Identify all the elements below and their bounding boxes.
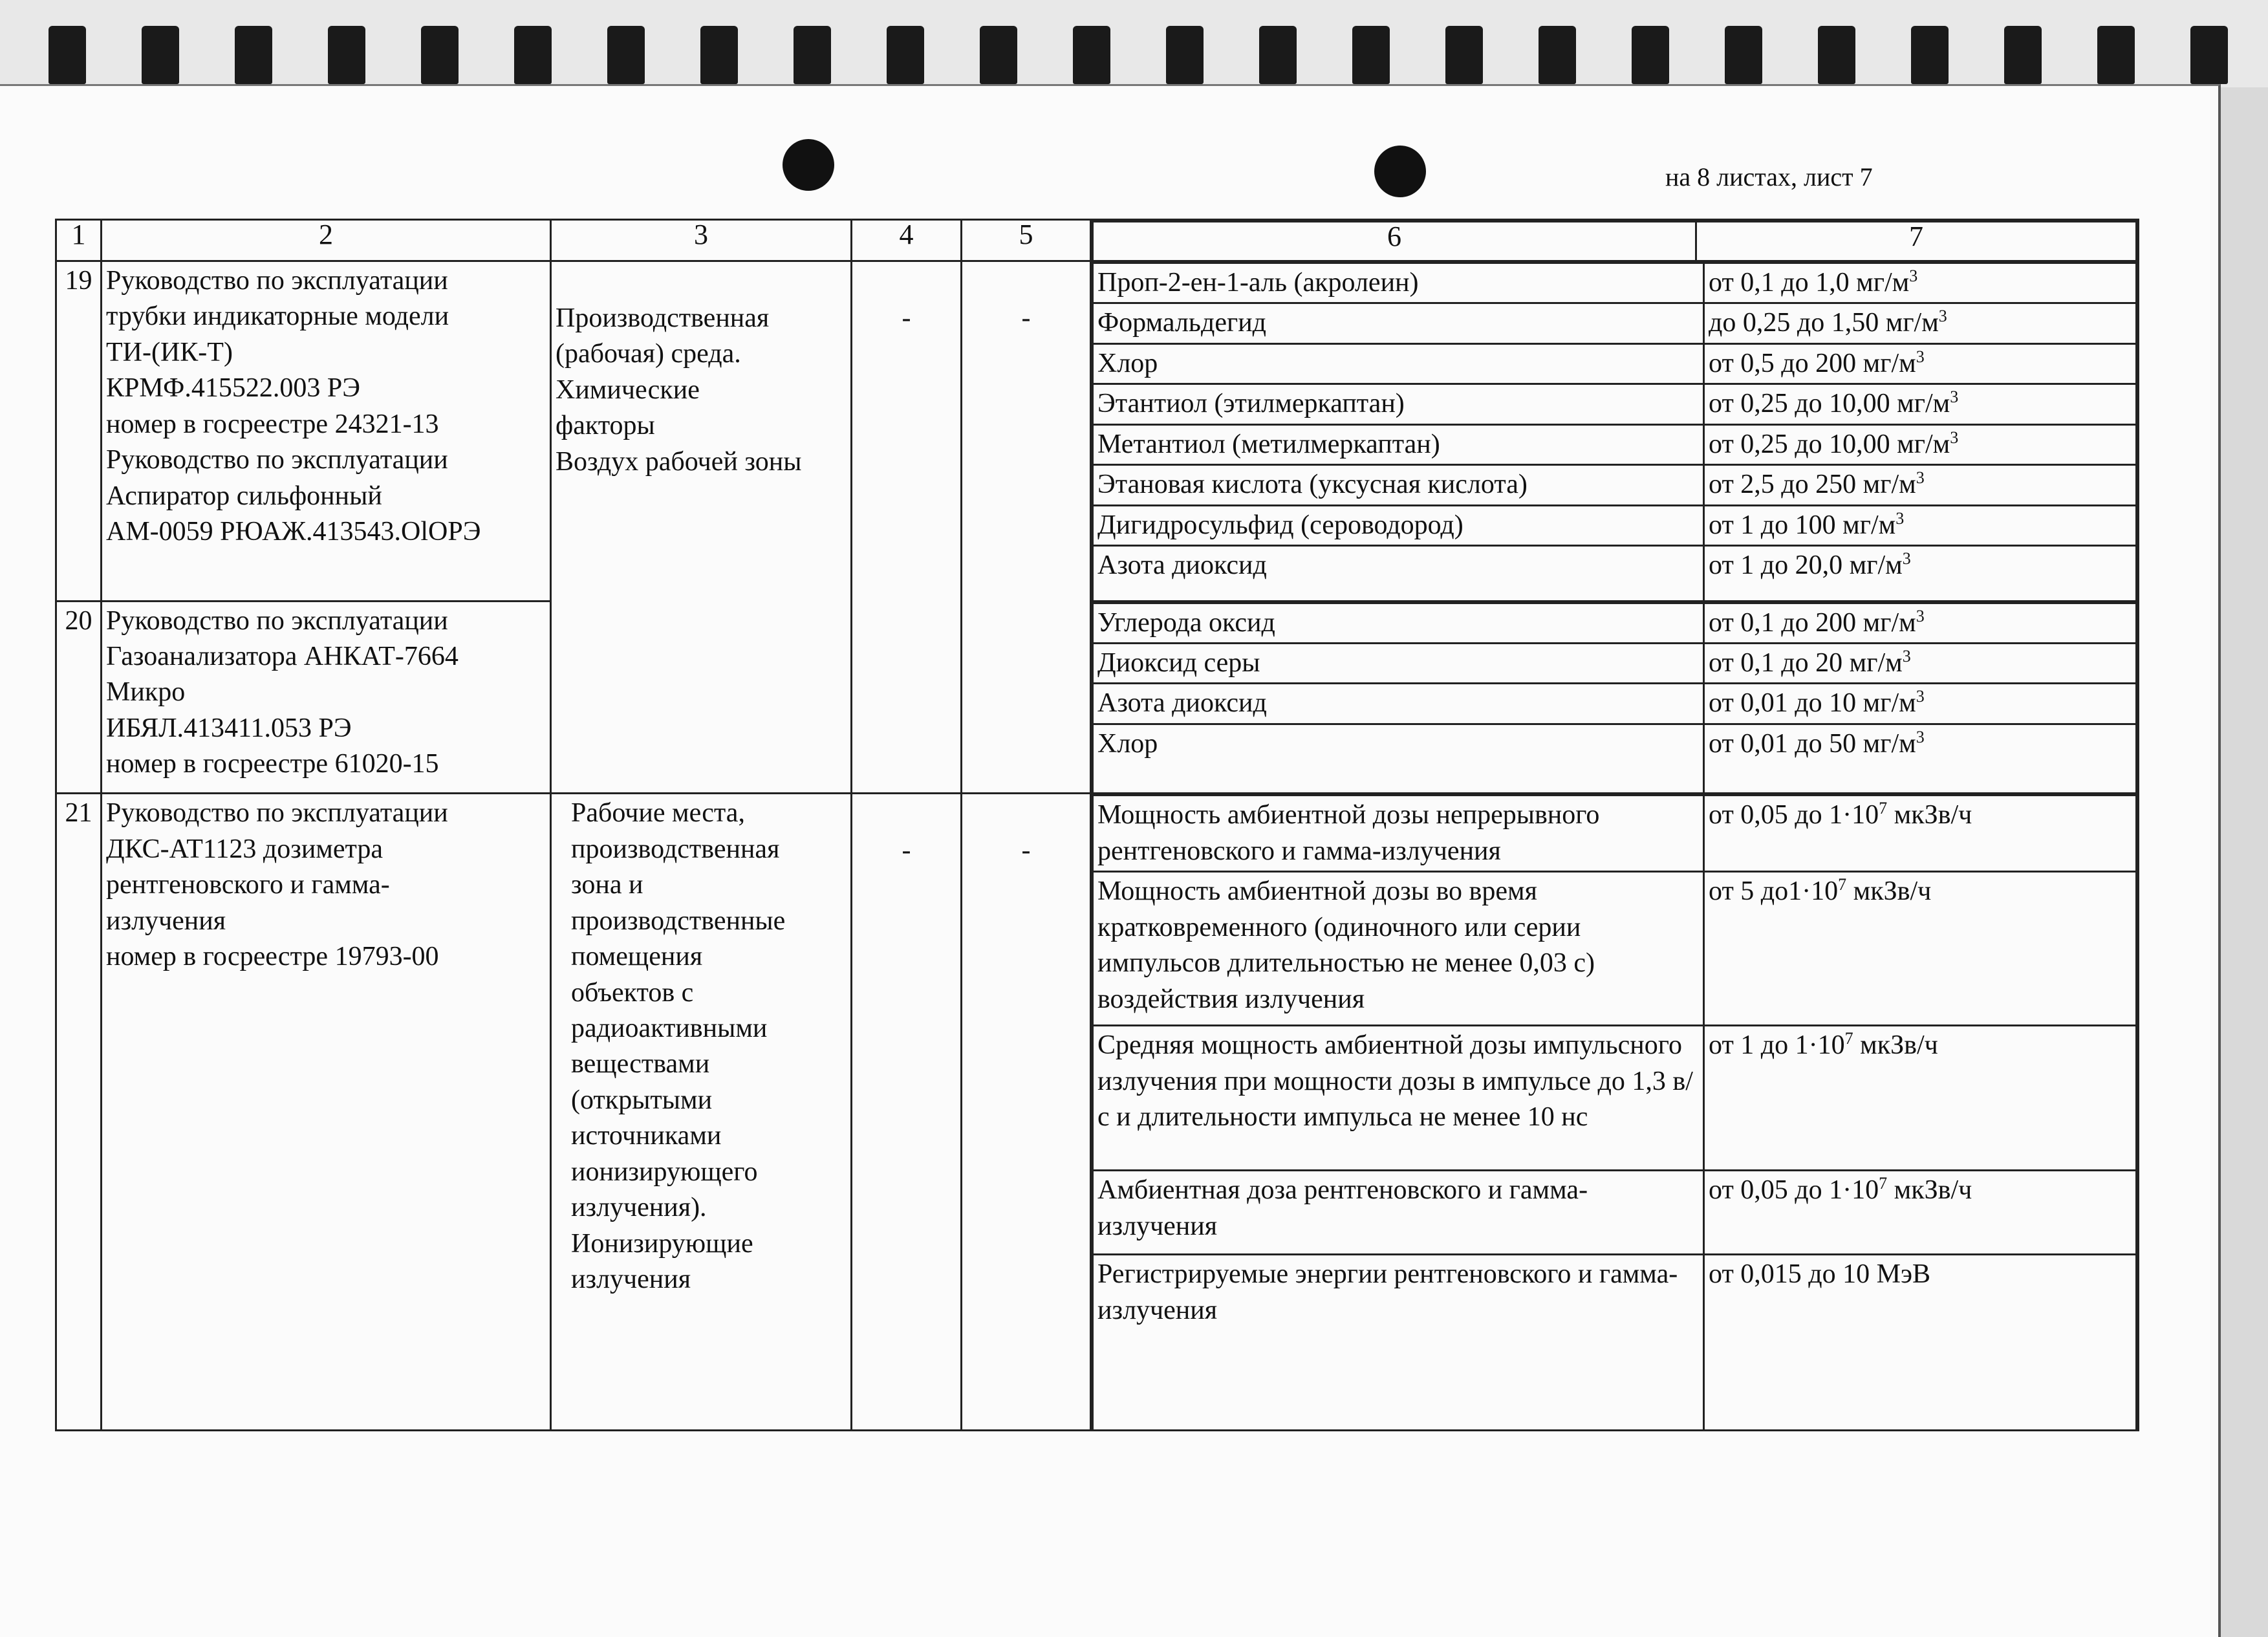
parameter-name: Хлор [1093, 724, 1704, 792]
range-exponent: 3 [1902, 549, 1911, 569]
range-text: до 0,25 до 1,50 мг/м [1709, 308, 1939, 338]
parameter-range [1704, 546, 2137, 600]
parameter-range [1704, 644, 2137, 684]
accreditation-table [55, 219, 2139, 1431]
binding-ring [1539, 26, 1576, 84]
range-exponent: 3 [1916, 606, 1925, 625]
binding-ring [1259, 26, 1297, 84]
params-cell [1091, 794, 2139, 1430]
parameter-range [1704, 343, 2137, 384]
binding-ring [980, 26, 1017, 84]
range-text: от 0,1 до 20 мг/м [1709, 648, 1903, 678]
param-row [1093, 872, 2137, 1026]
parameter-name: Этантиол (этилмеркаптан) [1093, 384, 1704, 424]
parameter-name: Азота диоксид [1093, 546, 1704, 600]
table-row [56, 261, 2139, 602]
range-exponent: 3 [1895, 508, 1905, 528]
range-exponent: 3 [1916, 347, 1925, 366]
param-row [1093, 303, 2137, 343]
range-exponent: 3 [1938, 307, 1947, 326]
parameter-name: Хлор [1093, 343, 1704, 384]
params-subtable [1092, 794, 2137, 1429]
parameter-range [1704, 1026, 2137, 1171]
params-subtable [1092, 602, 2137, 793]
parameter-range [1704, 1171, 2137, 1255]
parameter-range [1704, 263, 2137, 303]
range-text: от 0,1 до 200 мг/м [1709, 607, 1916, 638]
binding-ring [2004, 26, 2042, 84]
parameter-range [1704, 505, 2137, 545]
param-row [1093, 796, 2137, 872]
binding-ring [421, 26, 459, 84]
punch-hole [783, 139, 834, 191]
binding-ring [1818, 26, 1855, 84]
range-text: от 2,5 до 250 мг/м [1709, 470, 1916, 500]
parameter-name: Средняя мощность амбиентной дозы импульсного излучения при мощности дозы в импульсе до 1,3 в/с и длительности импульса не менее 10 нс [1093, 1026, 1704, 1171]
parameter-name: Амбиентная доза рентгеновского и гамма-излучения [1093, 1171, 1704, 1255]
punch-hole [1374, 146, 1426, 197]
binding-ring [794, 26, 831, 84]
parameter-name: Азота диоксид [1093, 684, 1704, 724]
param-row [1093, 505, 2137, 545]
params-cell [1091, 601, 2139, 794]
param-row [1093, 546, 2137, 600]
parameter-name: Этановая кислота (уксусная кислота) [1093, 465, 1704, 505]
range-unit: мкЗв/ч [1846, 876, 1932, 907]
parameter-name: Дигидросульфид (сероводород) [1093, 505, 1704, 545]
params-cell [1091, 261, 2139, 602]
range-exponent: 3 [1909, 266, 1918, 285]
range-text: от 0,05 до 1·10 [1709, 800, 1879, 830]
parameter-range [1704, 303, 2137, 343]
binding-ring [142, 26, 179, 84]
range-text: от 0,25 до 10,00 мг/м [1709, 389, 1950, 419]
table-row [56, 794, 2139, 1430]
binding-ring [1911, 26, 1949, 84]
table-row [56, 601, 2139, 794]
param-row [1093, 1171, 2137, 1255]
param-row [1093, 343, 2137, 384]
parameter-name: Метантиол (метилмеркаптан) [1093, 424, 1704, 464]
param-row [1093, 384, 2137, 424]
binding-ring [1352, 26, 1390, 84]
parameter-name: Углерода оксид [1093, 603, 1704, 643]
col-header: 6 [1093, 222, 1696, 261]
parameter-name: Проп-2-ен-1-аль (акролеин) [1093, 263, 1704, 303]
parameter-name: Мощность амбиентной дозы непрерывного рентгеновского и гамма-излучения [1093, 796, 1704, 872]
row-number: 19 [56, 261, 102, 602]
range-exponent: 3 [1916, 727, 1925, 746]
parameter-range [1704, 872, 2137, 1026]
range-text: от 0,01 до 50 мг/м [1709, 728, 1916, 759]
binding-ring [1073, 26, 1110, 84]
sheet-note: на 8 листах, лист 7 [1665, 162, 1873, 191]
code-cell: - [962, 261, 1091, 794]
range-text: от 0,015 до 10 МэВ [1709, 1259, 1931, 1290]
param-row [1093, 644, 2137, 684]
col-header: 1 [56, 220, 102, 261]
parameter-range [1704, 684, 2137, 724]
document-cell: Руководство по эксплуатации Газоанализатора АНКАТ-7664 Микро ИБЯЛ.413411.053 РЭ номер в госреестре 61020-15 [102, 601, 551, 794]
document-cell: Руководство по эксплуатации ДКС-АТ1123 дозиметра рентгеновского и гамма- излучения номер в госреестре 19793-00 [102, 794, 551, 1430]
param-row [1093, 1026, 2137, 1171]
binding-ring [887, 26, 924, 84]
binding-ring [2190, 26, 2228, 84]
binding-ring [2097, 26, 2135, 84]
code-cell: - [962, 794, 1091, 1430]
params-subtable [1092, 262, 2137, 600]
col-header: 7 [1696, 222, 2137, 261]
binding-ring [328, 26, 365, 84]
binding-ring [49, 26, 86, 84]
range-text: от 1 до 20,0 мг/м [1709, 550, 1903, 581]
parameter-name: Диоксид серы [1093, 644, 1704, 684]
method-cell: - [852, 794, 962, 1430]
range-text: от 0,1 до 1,0 мг/м [1709, 268, 1910, 298]
param-row [1093, 465, 2137, 505]
parameter-range [1704, 424, 2137, 464]
object-cell: Рабочие места, производственная зона и производственные помещения объектов с радиоактивными веществами (открытыми источниками ионизирующего излучения). Ионизирующие излучения [551, 794, 852, 1430]
range-text: от 5 до1·10 [1709, 876, 1839, 907]
range-unit: мкЗв/ч [1887, 800, 1972, 830]
range-exponent: 3 [1916, 687, 1925, 706]
range-text: от 0,05 до 1·10 [1709, 1175, 1879, 1206]
range-text: от 0,25 до 10,00 мг/м [1709, 429, 1950, 459]
param-row [1093, 1255, 2137, 1429]
range-exponent: 7 [1844, 1029, 1853, 1048]
document-cell: Руководство по эксплуатации трубки индикаторные модели ТИ-(ИК-Т) КРМФ.415522.003 РЭ номер в госреестре 24321-13 Руководство по эксплуатации Аспиратор сильфонный АМ-0059 РЮАЖ.413543.OlОРЭ [102, 261, 551, 602]
range-exponent: 3 [1950, 387, 1959, 407]
col-header: 3 [551, 220, 852, 261]
range-exponent: 7 [1879, 1174, 1888, 1193]
parameter-range [1704, 724, 2137, 792]
range-text: от 1 до 100 мг/м [1709, 510, 1896, 540]
method-cell: - [852, 261, 962, 794]
parameter-range [1704, 465, 2137, 505]
col-header: 4 [852, 220, 962, 261]
binding-ring [1445, 26, 1483, 84]
range-exponent: 3 [1916, 468, 1925, 488]
col-header: 5 [962, 220, 1091, 261]
parameter-range [1704, 384, 2137, 424]
object-cell: Производственная (рабочая) среда. Химические факторы Воздух рабочей зоны [551, 261, 852, 794]
range-exponent: 7 [1838, 875, 1847, 894]
param-row [1093, 603, 2137, 643]
parameter-range [1704, 603, 2137, 643]
binding-ring [700, 26, 738, 84]
parameter-name: Формальдегид [1093, 303, 1704, 343]
param-row [1093, 263, 2137, 303]
binding-ring [1725, 26, 1762, 84]
range-exponent: 3 [1950, 428, 1959, 447]
param-row [1093, 424, 2137, 464]
param-row [1093, 724, 2137, 792]
parameter-range [1704, 1255, 2137, 1429]
parameter-range [1704, 796, 2137, 872]
row-number: 20 [56, 601, 102, 794]
binding-ring [514, 26, 552, 84]
col-header: 2 [102, 220, 551, 261]
col-header-6-7 [1091, 220, 2139, 261]
range-text: от 0,5 до 200 мг/м [1709, 348, 1916, 378]
binding-ring [1166, 26, 1204, 84]
binding-ring [1632, 26, 1669, 84]
range-exponent: 3 [1902, 647, 1911, 666]
binding-ring [235, 26, 272, 84]
binding-ring [607, 26, 645, 84]
parameter-name: Мощность амбиентной дозы во время кратковременного (одиночного или серии импульсов длительностью не менее 0,03 с) воздействия излучения [1093, 872, 1704, 1026]
param-row [1093, 684, 2137, 724]
parameter-name: Регистрируемые энергии рентгеновского и гамма- излучения [1093, 1255, 1704, 1429]
header-row [56, 220, 2139, 261]
range-unit: мкЗв/ч [1887, 1175, 1972, 1206]
range-text: от 1 до 1·10 [1709, 1030, 1845, 1061]
range-unit: мкЗв/ч [1853, 1030, 1938, 1061]
range-text: от 0,01 до 10 мг/м [1709, 688, 1916, 719]
range-exponent: 7 [1879, 799, 1888, 818]
row-number: 21 [56, 794, 102, 1430]
